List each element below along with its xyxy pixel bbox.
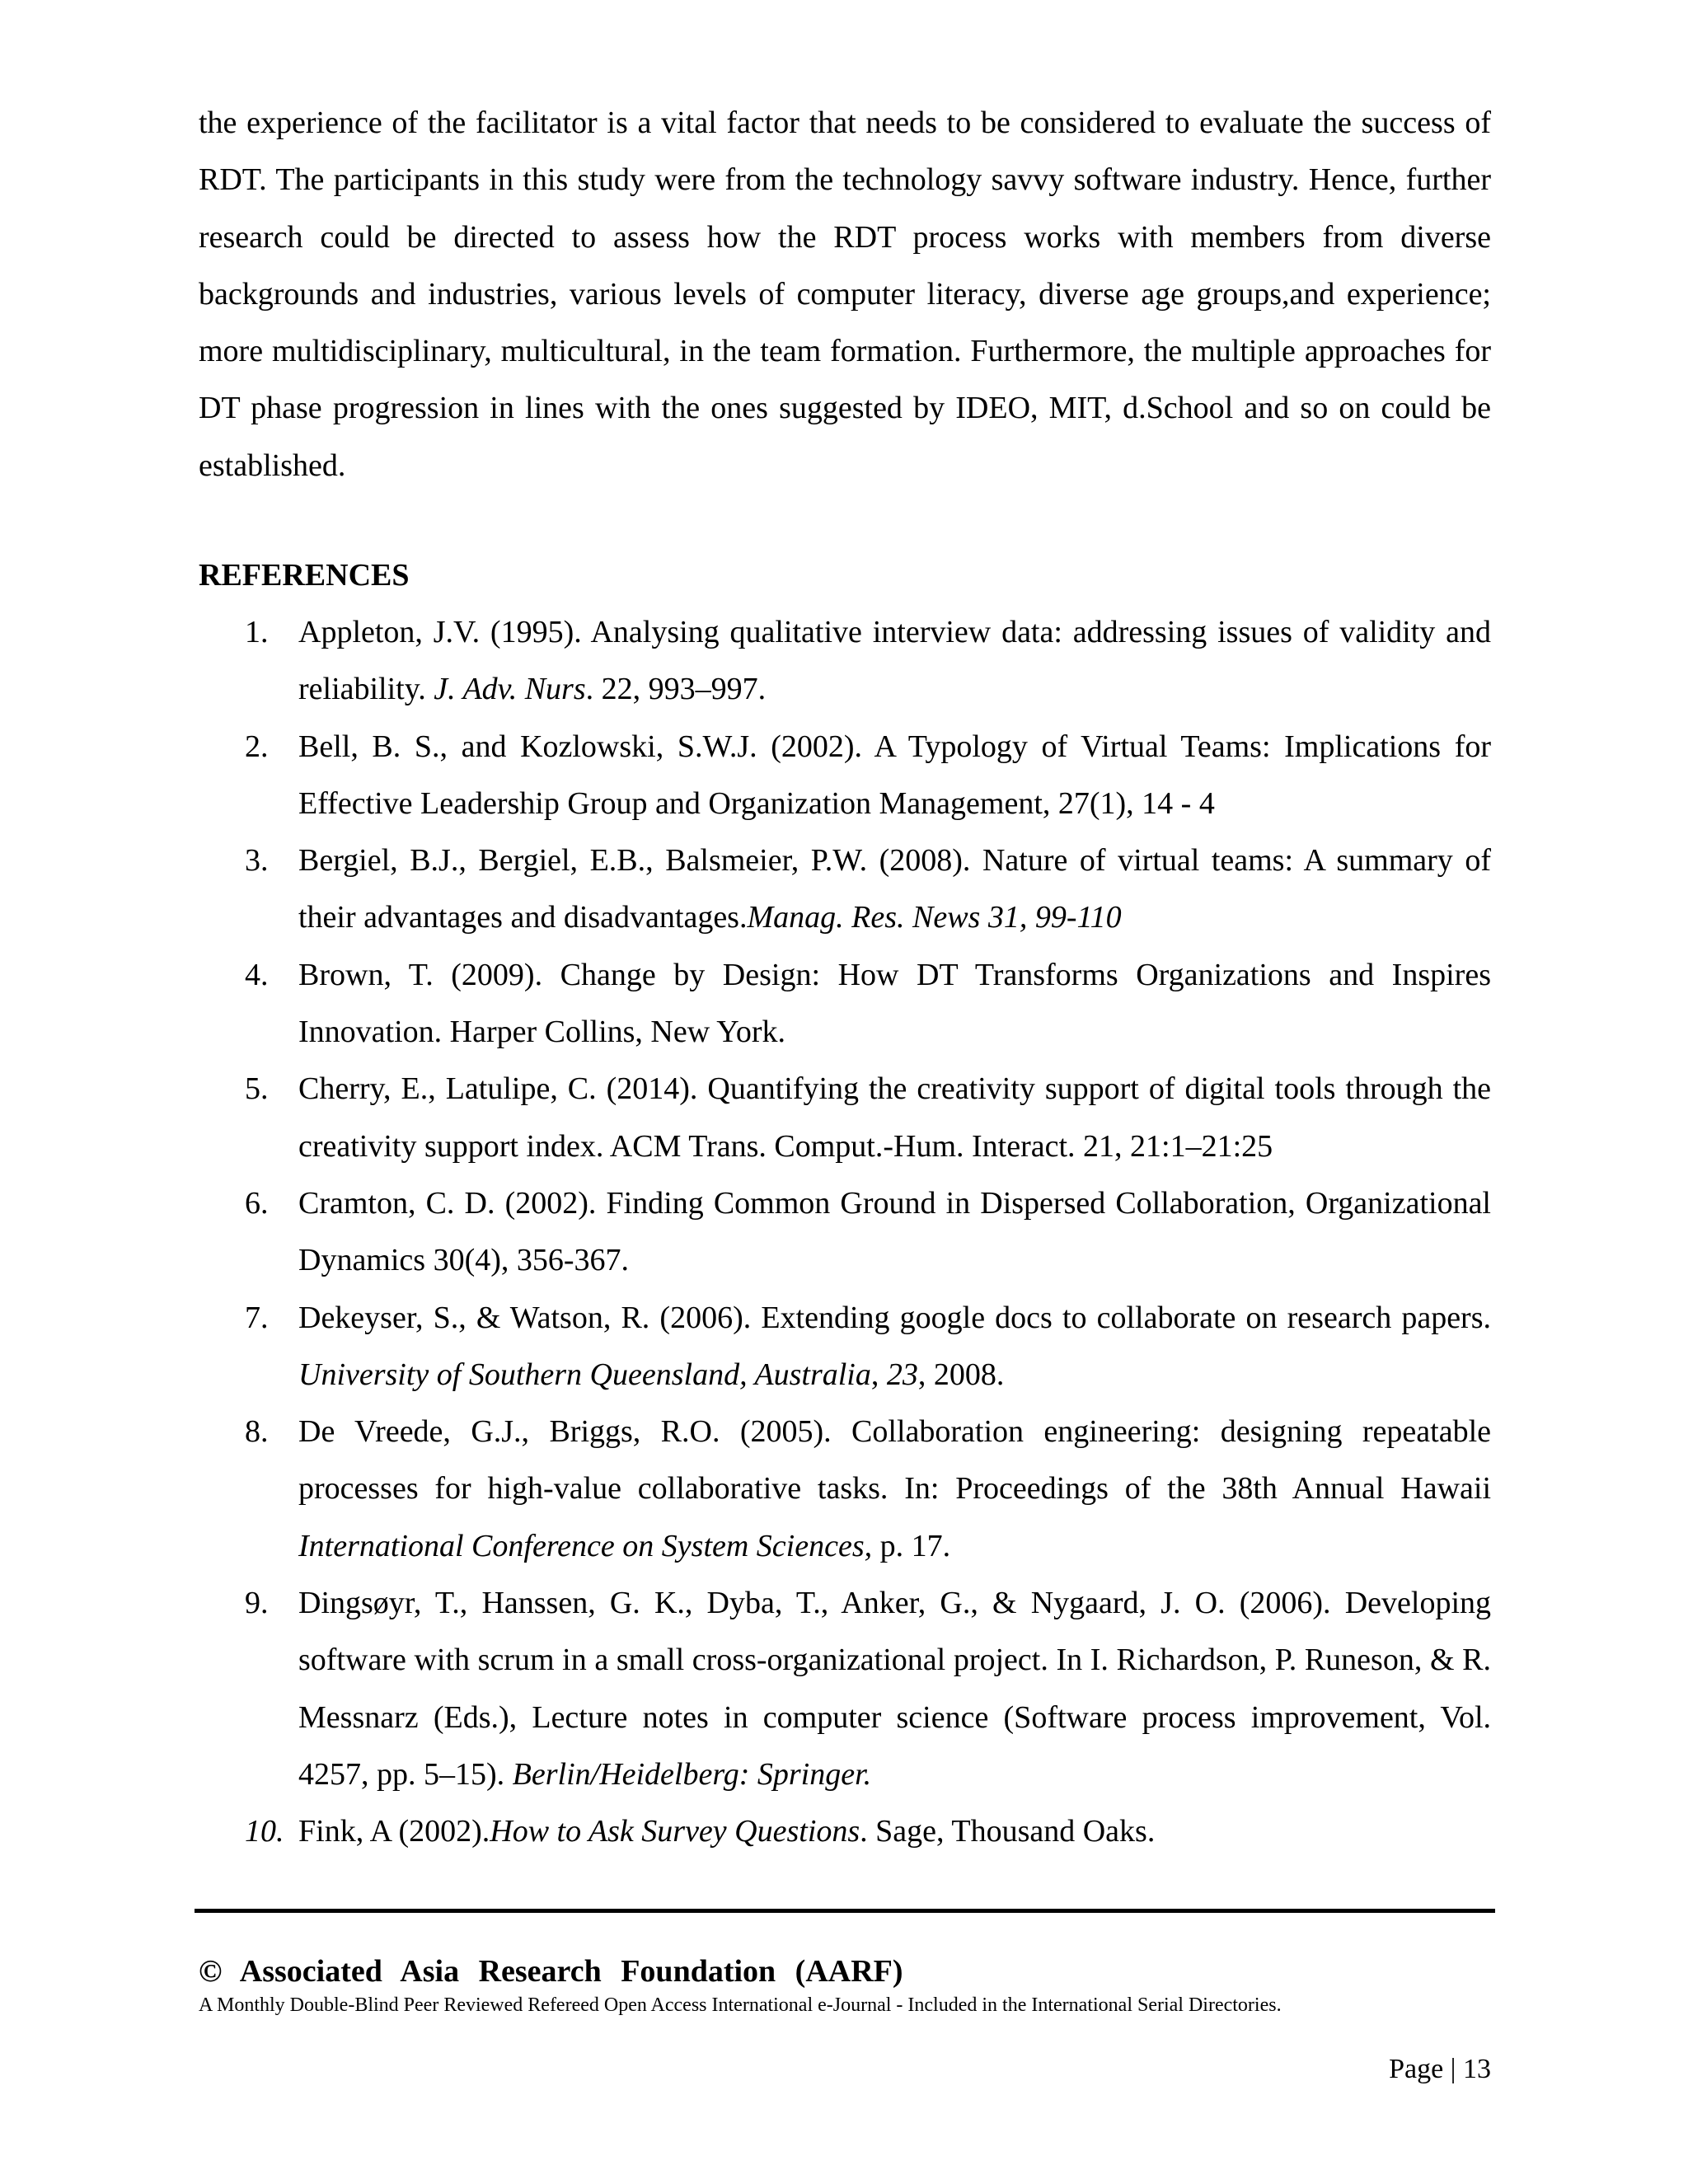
reference-item: [199, 604, 1491, 719]
page-number: Page | 13: [1389, 2054, 1491, 2084]
footer-divider: [195, 1909, 1495, 1913]
references-list: [199, 604, 1491, 1861]
reference-text: Fink, A (2002).: [298, 1814, 490, 1849]
reference-italic: J. Adv. Nurs: [434, 672, 586, 707]
reference-text-end: , 2008.: [917, 1357, 1005, 1392]
reference-italic: University of Southern Queensland, Australia: [298, 1357, 871, 1392]
reference-text: De Vreede, G.J., Briggs, R.O. (2005). Collaboration engineering: designing repeatable processes for high-value collaborative tasks. In: Proceedings of the 38th Annual Hawaii: [298, 1414, 1491, 1507]
reference-text: Brown, T. (2009). Change by Design: How DT Transforms Organizations and Inspires Innovation. Harper Collins, New York.: [298, 957, 1491, 1050]
reference-text-mid: ,: [870, 1357, 887, 1392]
reference-number: 10.: [245, 1814, 284, 1849]
reference-text: Dingsøyr, T., Hanssen, G. K., Dyba, T., Anker, G., & Nygaard, J. O. (2006). Developing software with scrum in a small cross-organizational project. In I. Richardson, P. Runeson, & R. Messnarz (Eds.), Lecture notes in computer science (Software process improvement, Vol. 4257, pp. 5–15).: [298, 1586, 1491, 1792]
reference-number: 7.: [245, 1300, 269, 1335]
reference-number: 3.: [245, 843, 269, 879]
reference-italic: How to Ask Survey Questions: [490, 1814, 860, 1849]
reference-text-end: . 22, 993–997.: [585, 672, 767, 707]
reference-item: [199, 1290, 1491, 1404]
reference-item: [199, 1404, 1491, 1575]
reference-number: 9.: [245, 1586, 269, 1621]
reference-item: [199, 1175, 1491, 1290]
reference-item: [199, 719, 1491, 833]
reference-italic: International Conference on System Sciences,: [298, 1528, 873, 1563]
reference-text-end: p. 17.: [872, 1528, 951, 1563]
reference-number: 4.: [245, 957, 269, 992]
reference-italic-volume: 23: [886, 1357, 918, 1392]
reference-number: 1.: [245, 615, 269, 649]
reference-text: Dekeyser, S., & Watson, R. (2006). Extending google docs to collaborate on research papers.: [298, 1300, 1491, 1335]
body-paragraph: the experience of the facilitator is a vital factor that needs to be considered to evaluate the success of RDT. The participants in this study were from the technology savvy software industry. Hence, further research could be directed to assess how the RDT process works with members from diverse backgrounds and industries, various levels of computer literacy, diverse age groups,and experience; more multidisciplinary, multicultural, in the team formation. Furthermore, the multiple approaches for DT phase progression in lines with the ones suggested by IDEO, MIT, d.School and so on could be established.: [199, 105, 1491, 483]
reference-italic: Berlin/Heidelberg: Springer.: [512, 1756, 872, 1792]
reference-text: Cherry, E., Latulipe, C. (2014). Quantifying the creativity support of digital tools through the creativity support index. ACM Trans. Comput.-Hum. Interact. 21, 21:1–21:25: [298, 1071, 1491, 1164]
reference-item: [199, 1575, 1491, 1803]
reference-number: 6.: [245, 1185, 269, 1221]
footer-journal-description: A Monthly Double-Blind Peer Reviewed Refereed Open Access International e-Journal - Included in the International Serial Directories.: [199, 1994, 1282, 2016]
reference-item: [199, 947, 1491, 1062]
reference-item: [199, 1061, 1491, 1175]
reference-number: 5.: [245, 1071, 269, 1107]
reference-text: Cramton, C. D. (2002). Finding Common Ground in Dispersed Collaboration, Organizational Dynamics 30(4), 356-367.: [298, 1185, 1491, 1278]
reference-item: [199, 832, 1491, 947]
reference-text: Bell, B. S., and Kozlowski, S.W.J. (2002). A Typology of Virtual Teams: Implications for Effective Leadership Group and Organization Management, 27(1), 14 - 4: [298, 729, 1491, 821]
reference-text-end: . Sage, Thousand Oaks.: [860, 1814, 1156, 1849]
reference-text: Appleton, J.V. (1995). Analysing qualitative interview data: addressing issues of validity and reliability.: [298, 615, 1491, 707]
reference-item: [199, 1803, 1491, 1860]
reference-text: Bergiel, B.J., Bergiel, E.B., Balsmeier, P.W. (2008). Nature of virtual teams: A summary of their advantages and disadvantages.: [298, 843, 1491, 935]
footer-copyright: © Associated Asia Research Foundation (AARF): [199, 1954, 903, 1989]
references-heading: REFERENCES: [199, 558, 410, 593]
reference-number: 2.: [245, 729, 269, 764]
reference-number: 8.: [245, 1414, 269, 1450]
reference-italic: Manag. Res. News 31, 99-110: [747, 900, 1122, 935]
